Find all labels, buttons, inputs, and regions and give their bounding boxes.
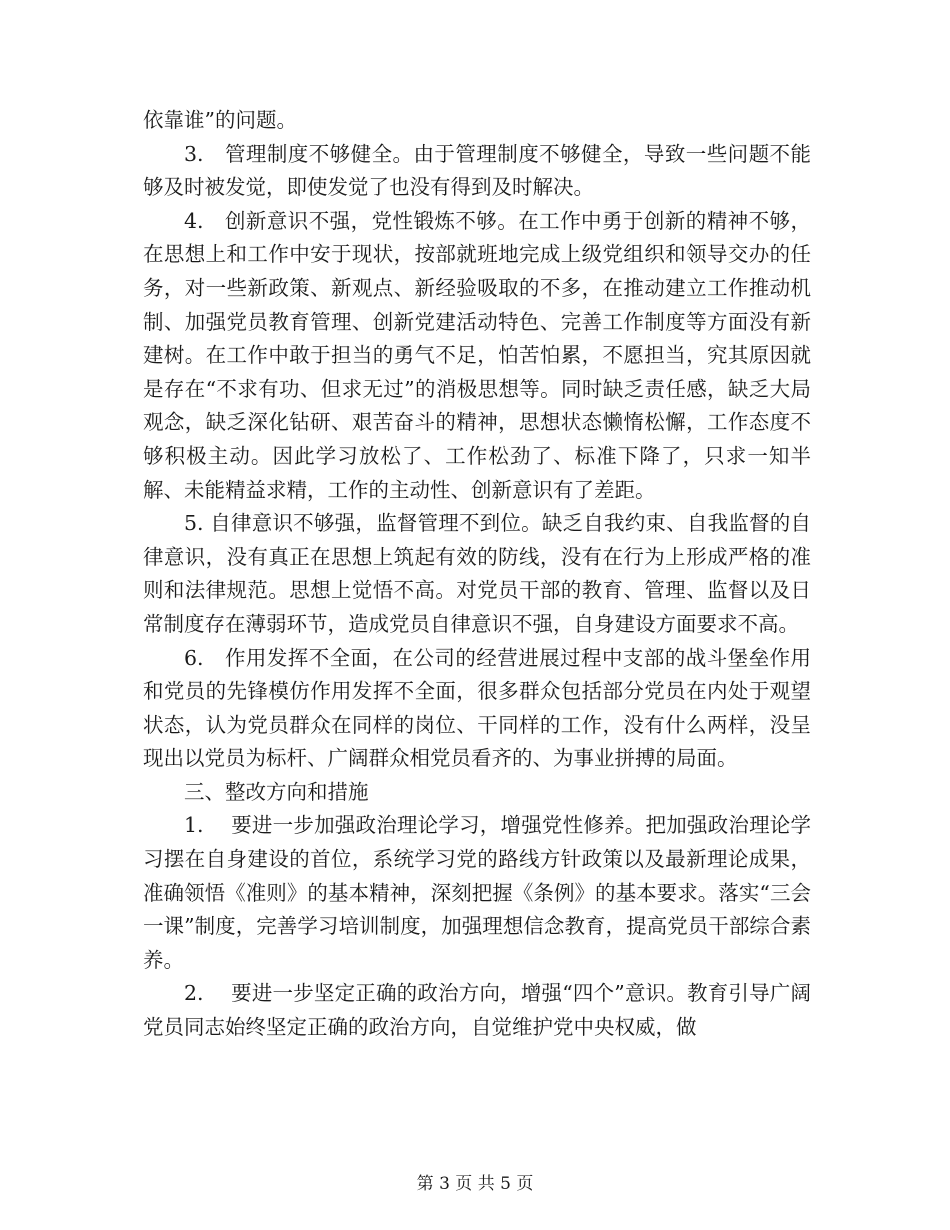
paragraph-2: 3. 管理制度不够健全。由于管理制度不够健全，导致一些问题不能够及时被发觉，即使发觉了也没有得到及时解决。 bbox=[143, 141, 811, 200]
paragraph-4: 5. 自律意识不够强，监督管理不到位。缺乏自我约束、自我监督的自律意识，没有真正在思想上筑起有效的防线，没有在行为上形成严格的准则和法律规范。思想上觉悟不高。对党员干部的教育、管理、监督以及日常制度存在薄弱环节，造成党员自律意识不强，自身建设方面要求不高。 bbox=[143, 511, 811, 636]
document-body bbox=[143, 104, 811, 1045]
paragraph-5: 6. 作用发挥不全面，在公司的经营进展过程中支部的战斗堡垒作用和党员的先锋模仿作用发挥不全面，很多群众包括部分党员在内处于观望状态，认为党员群众在同样的岗位、干同样的工作，没有什么两样，没呈现出以党员为标杆、广阔群众相党员看齐的、为事业拼搏的局面。 bbox=[143, 645, 811, 771]
paragraph-6: 1. 要进一步加强政治理论学习，增强党性修养。把加强政治理论学习摆在自身建设的首位，系统学习党的路线方针政策以及最新理论成果，准确领悟《准则》的基本精神，深刻把握《条例》的基本要求。落实“三会一课”制度，完善学习培训制度，加强理想信念教育，提高党员干部综合素养。 bbox=[143, 813, 811, 972]
paragraph-7: 2. 要进一步坚定正确的政治方向，增强“四个”意识。教育引导广阔党员同志始终坚定正确的政治方向，自觉维护党中央权威，做 bbox=[143, 981, 811, 1040]
paragraph-3: 4. 创新意识不强，党性锻炼不够。在工作中勇于创新的精神不够，在思想上和工作中安于现状，按部就班地完成上级党组织和领导交办的任务，对一些新政策、新观点、新经验吸取的不多，在推动建立工作推动机制、加强党员教育管理、创新党建活动特色、完善工作制度等方面没有新建树。在工作中敢于担当的勇气不足，怕苦怕累，不愿担当，究其原因就是存在“不求有功、但求无过”的消极思想等。同时缺乏责任感，缺乏大局观念，缺乏深化钻研、艰苦奋斗的精神，思想状态懒惰松懈，工作态度不够积极主动。因此学习放松了、工作松劲了、标准下降了，只求一知半解、未能精益求精，工作的主动性、创新意识有了差距。 bbox=[143, 208, 811, 502]
paragraph-1: 依靠谁”的问题。 bbox=[143, 108, 297, 132]
section-heading: 三、整改方向和措施 bbox=[184, 779, 369, 804]
page-number-footer: 第 3 页 共 5 页 bbox=[416, 1174, 534, 1194]
